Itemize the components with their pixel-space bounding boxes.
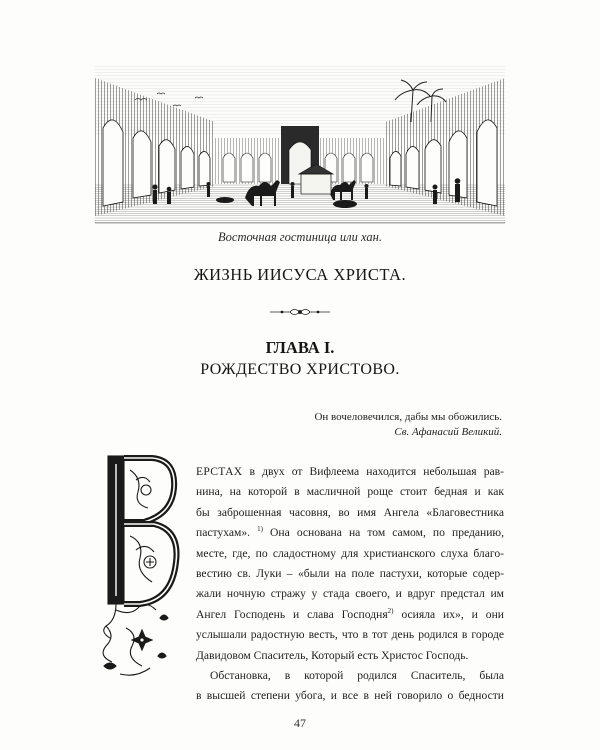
text-line: в высшей степени убога, и все в ней говорило о бедности — [196, 689, 504, 703]
ornamental-dropcap — [96, 450, 182, 680]
lead-word: ЕРСТАХ — [196, 465, 243, 478]
chapter-number: ГЛАВА I. — [265, 338, 335, 357]
book-title: ЖИЗНЬ ИИСУСА ХРИСТА. — [193, 265, 407, 284]
footnote-marker: 2) — [387, 606, 394, 615]
body-text — [196, 462, 504, 707]
footnote-marker: 1) — [257, 525, 263, 534]
text-line: вестию св. Луки – «были на поле пастухи, которые содер- — [196, 566, 504, 580]
dropcap-letter: В — [140, 500, 141, 501]
illustration-caption: Восточная гостиница или хан. — [218, 230, 382, 244]
text-line: Обстановка, в которой родился Спаситель, была — [210, 668, 504, 682]
epigraph-attribution: Св. Афанасий Великий. — [394, 426, 502, 438]
epigraph-quote: Он вочеловечился, дабы мы обожились. — [314, 411, 502, 423]
text-line — [196, 605, 504, 625]
text-fragment: в двух от Вифлеема находится небольшая рав- — [249, 465, 504, 478]
text-line: жали ночную стражу у стада своего, и вдруг предстал им — [196, 587, 504, 601]
text-line — [196, 523, 504, 543]
text-fragment: Ангел Господень и слава Господня — [196, 607, 388, 621]
text-line — [196, 462, 504, 482]
text-line: месте, где, по сладостному для христианского слуха благо- — [196, 546, 504, 560]
chapter-title: РОЖДЕСТВО ХРИСТОВО. — [200, 361, 400, 378]
text-fragment: осияла их», и они — [401, 607, 504, 621]
text-line: бы заброшенная часовня, во имя Ангела «Благовестника — [196, 505, 504, 519]
fleuron-ornament-icon — [268, 306, 332, 318]
epigraph — [314, 410, 502, 440]
page-number: 47 — [294, 716, 306, 730]
text-line: нина, на которой в масличной роще стоит бедная и как — [196, 485, 504, 499]
caravanserai-engraving — [95, 66, 505, 224]
text-line: услышали радостную весть, что в тот день родился в городе — [196, 628, 504, 642]
text-fragment: пастухам». — [196, 526, 251, 540]
text-line: Давидовом Спаситель, Который есть Христос Господь. — [196, 648, 469, 662]
text-fragment: Она основана на том самом, по преданию, — [270, 526, 504, 540]
